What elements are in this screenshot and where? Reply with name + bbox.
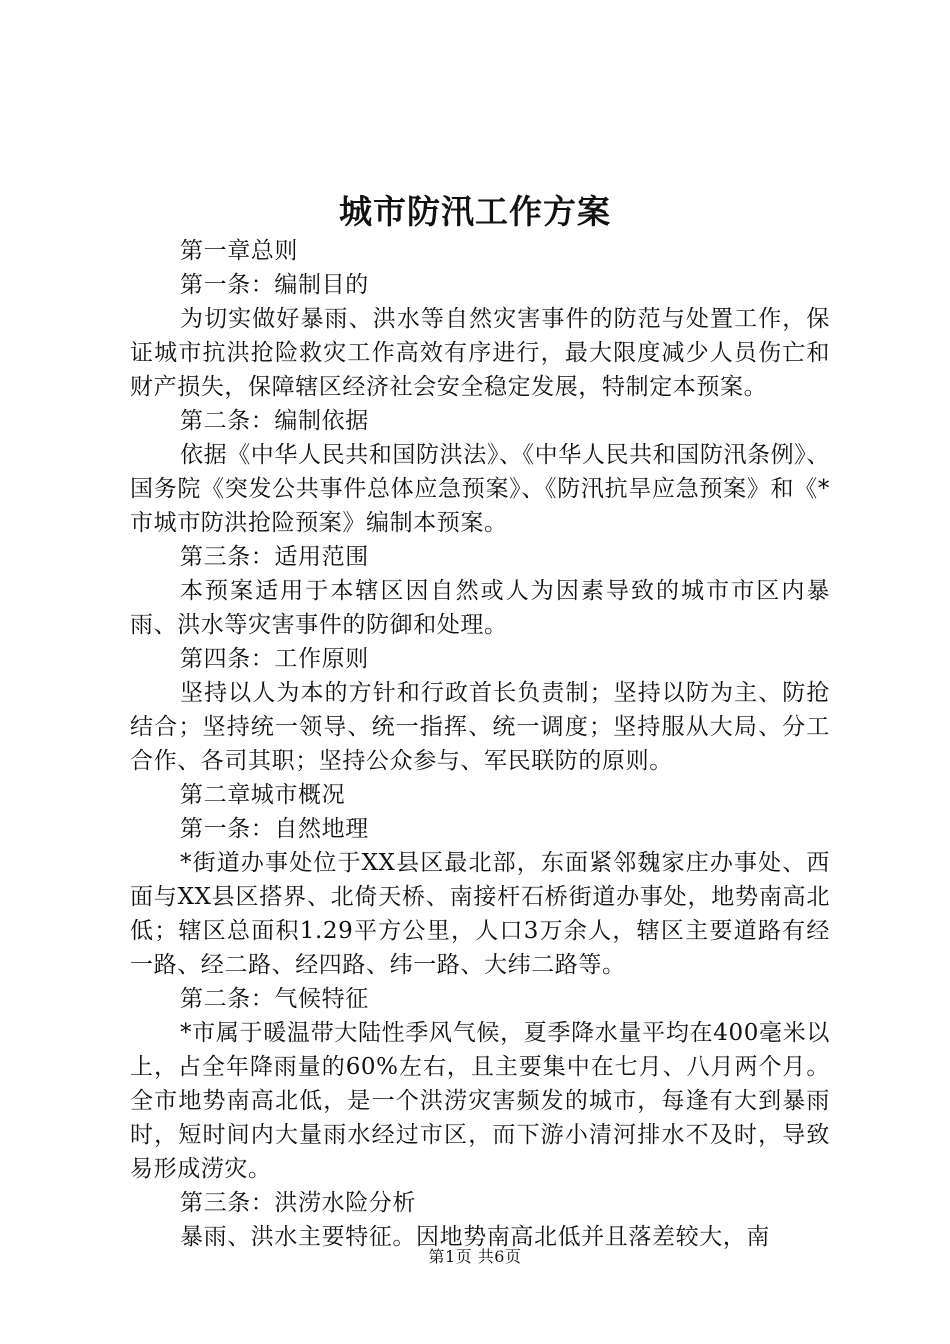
document-title: 城市防汛工作方案	[339, 192, 611, 231]
article-heading: 第四条：工作原则	[180, 646, 369, 672]
page-footer: 第1页 共6页	[428, 1247, 522, 1266]
paragraph: *市属于暖温带大陆性季风气候，夏季降水量平均在400毫米以上，占全年降雨量的60%左右，且主要集中在七月、八月两个月。全市地势南高北低，是一个洪涝灾害频发的城市，每逢有大到暴雨时，短时间内大量雨水经过市区，而下游小清河排水不及时，导致易形成涝灾。	[130, 1020, 830, 1182]
paragraph: 为切实做好暴雨、洪水等自然灾害事件的防范与处置工作，保证城市抗洪抢险救灾工作高效有序进行，最大限度减少人员伤亡和财产损失，保障辖区经济社会安全稳定发展，特制定本预案。	[130, 306, 830, 400]
paragraph: 坚持以人为本的方针和行政首长负责制；坚持以防为主、防抢结合；坚持统一领导、统一指挥、统一调度；坚持服从大局、分工合作、各司其职；坚持公众参与、军民联防的原则。	[130, 680, 830, 774]
article-heading: 第三条：洪涝水险分析	[180, 1190, 416, 1216]
chapter-heading: 第一章总则	[180, 238, 298, 264]
article-heading: 第二条：编制依据	[180, 408, 369, 434]
article-heading: 第一条：自然地理	[180, 816, 369, 842]
paragraph: 本预案适用于本辖区因自然或人为因素导致的城市市区内暴雨、洪水等灾害事件的防御和处理。	[130, 578, 830, 638]
paragraph: 依据《中华人民共和国防洪法》、《中华人民共和国防汛条例》、国务院《突发公共事件总体应急预案》、《防汛抗旱应急预案》和《*市城市防洪抢险预案》编制本预案。	[130, 442, 830, 536]
paragraph: 暴雨、洪水主要特征。因地势南高北低并且落差较大，南	[180, 1224, 770, 1250]
article-heading: 第二条：气候特征	[180, 986, 369, 1012]
document-body	[130, 234, 830, 1254]
article-heading: 第三条：适用范围	[180, 544, 369, 570]
paragraph: *街道办事处位于XX县区最北部，东面紧邻魏家庄办事处、西面与XX县区搭界、北倚天桥、南接杆石桥街道办事处，地势南高北低；辖区总面积1.29平方公里，人口3万余人，辖区主要道路有经一路、经二路、经四路、纬一路、大纬二路等。	[130, 850, 830, 978]
chapter-heading: 第二章城市概况	[180, 782, 346, 808]
article-heading: 第一条：编制目的	[180, 272, 369, 298]
